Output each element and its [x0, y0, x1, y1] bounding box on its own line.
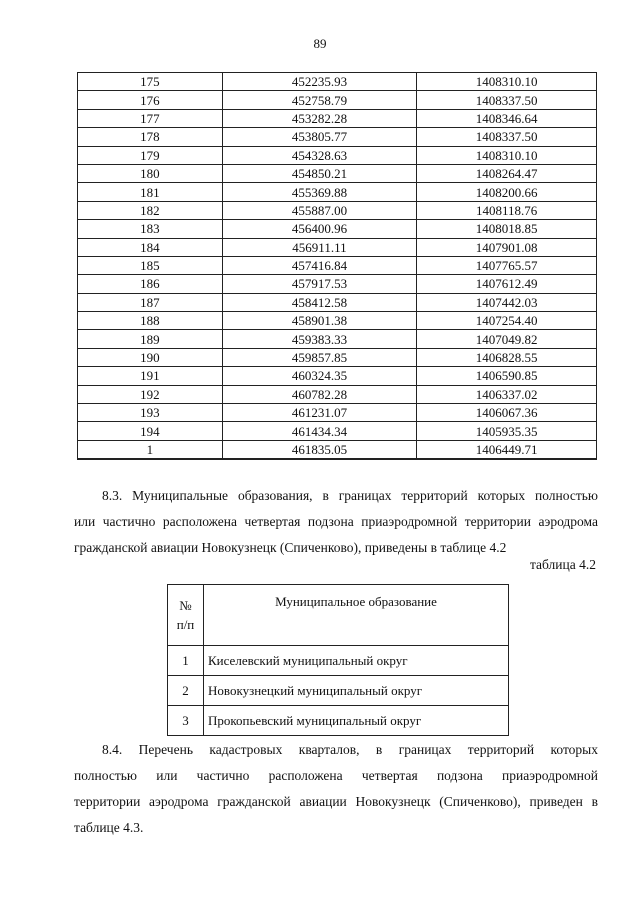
y-coordinate-cell: 1408018.85 — [417, 220, 597, 238]
x-coordinate-cell: 453805.77 — [222, 128, 417, 146]
x-coordinate-cell: 453282.28 — [222, 109, 417, 127]
table-row — [78, 330, 597, 348]
y-coordinate-cell: 1406590.85 — [417, 367, 597, 385]
point-number-cell: 185 — [78, 256, 223, 274]
section-8-4-line-2: полностью или частично расположена четвертая подзона приаэродромной — [74, 768, 598, 783]
x-coordinate-cell: 460324.35 — [222, 367, 417, 385]
y-coordinate-cell: 1408264.47 — [417, 164, 597, 182]
header-number-symbol: № — [179, 598, 192, 613]
y-coordinate-cell: 1406449.71 — [417, 440, 597, 459]
y-coordinate-cell: 1408200.66 — [417, 183, 597, 201]
x-coordinate-cell: 452235.93 — [222, 73, 417, 91]
table-row — [78, 128, 597, 146]
x-coordinate-cell: 454328.63 — [222, 146, 417, 164]
table-row — [78, 293, 597, 311]
point-number-cell: 175 — [78, 73, 223, 91]
x-coordinate-cell: 452758.79 — [222, 91, 417, 109]
table-row — [78, 183, 597, 201]
x-coordinate-cell: 461835.05 — [222, 440, 417, 459]
header-number — [168, 585, 204, 646]
table-row — [168, 706, 509, 736]
table-row — [78, 275, 597, 293]
x-coordinate-cell: 459857.85 — [222, 348, 417, 366]
section-8-3-paragraph — [74, 483, 598, 561]
header-municipality: Муниципальное образование — [204, 585, 509, 646]
municipalities-table — [167, 584, 509, 736]
table-row — [78, 238, 597, 256]
point-number-cell: 179 — [78, 146, 223, 164]
point-number-cell: 183 — [78, 220, 223, 238]
x-coordinate-cell: 458412.58 — [222, 293, 417, 311]
point-number-cell: 188 — [78, 312, 223, 330]
table-row — [78, 404, 597, 422]
x-coordinate-cell: 460782.28 — [222, 385, 417, 403]
y-coordinate-cell: 1408346.64 — [417, 109, 597, 127]
x-coordinate-cell: 457416.84 — [222, 256, 417, 274]
y-coordinate-cell: 1407254.40 — [417, 312, 597, 330]
table-row — [78, 220, 597, 238]
point-number-cell: 190 — [78, 348, 223, 366]
point-number-cell: 184 — [78, 238, 223, 256]
point-number-cell: 186 — [78, 275, 223, 293]
y-coordinate-cell: 1408310.10 — [417, 73, 597, 91]
row-municipality: Новокузнецкий муниципальный округ — [204, 676, 509, 706]
table-header-row — [168, 585, 509, 646]
table-row — [168, 646, 509, 676]
y-coordinate-cell: 1408310.10 — [417, 146, 597, 164]
coordinates-table — [77, 72, 597, 460]
x-coordinate-cell: 459383.33 — [222, 330, 417, 348]
y-coordinate-cell: 1407901.08 — [417, 238, 597, 256]
table-row — [78, 146, 597, 164]
section-8-4-paragraph — [74, 737, 598, 841]
point-number-cell: 1 — [78, 440, 223, 459]
table-row — [78, 385, 597, 403]
x-coordinate-cell: 456911.11 — [222, 238, 417, 256]
table-row — [78, 256, 597, 274]
section-8-3-line-3: гражданской авиации Новокузнецк (Спиченково), приведены в таблице 4.2 — [74, 540, 507, 555]
table-4-2-caption: таблица 4.2 — [529, 557, 596, 572]
table-row — [78, 440, 597, 459]
y-coordinate-cell: 1406828.55 — [417, 348, 597, 366]
section-8-4-line-3: территории аэродрома гражданской авиации Новокузнецк (Спиченково), приведен в — [74, 794, 598, 809]
table-row — [168, 676, 509, 706]
y-coordinate-cell: 1405935.35 — [417, 422, 597, 440]
point-number-cell: 187 — [78, 293, 223, 311]
table-row — [78, 367, 597, 385]
row-municipality: Прокопьевский муниципальный округ — [204, 706, 509, 736]
section-8-3-line-2: или частично расположена четвертая подзона приаэродромной территории аэродрома — [74, 514, 598, 529]
y-coordinate-cell: 1407442.03 — [417, 293, 597, 311]
row-municipality: Киселевский муниципальный округ — [204, 646, 509, 676]
y-coordinate-cell: 1407612.49 — [417, 275, 597, 293]
table-row — [78, 91, 597, 109]
section-8-4-line-4: таблице 4.3. — [74, 820, 144, 835]
y-coordinate-cell: 1408337.50 — [417, 128, 597, 146]
table-row — [78, 422, 597, 440]
row-number: 3 — [168, 706, 204, 736]
header-number-pp: п/п — [176, 617, 195, 632]
x-coordinate-cell: 456400.96 — [222, 220, 417, 238]
row-number: 2 — [168, 676, 204, 706]
table-row — [78, 201, 597, 219]
x-coordinate-cell: 454850.21 — [222, 164, 417, 182]
y-coordinate-cell: 1407765.57 — [417, 256, 597, 274]
x-coordinate-cell: 461434.34 — [222, 422, 417, 440]
y-coordinate-cell: 1406067.36 — [417, 404, 597, 422]
point-number-cell: 194 — [78, 422, 223, 440]
point-number-cell: 176 — [78, 91, 223, 109]
y-coordinate-cell: 1407049.82 — [417, 330, 597, 348]
point-number-cell: 178 — [78, 128, 223, 146]
point-number-cell: 180 — [78, 164, 223, 182]
section-8-3-line-1: 8.3. Муниципальные образования, в границах территорий которых полностью — [102, 488, 598, 503]
x-coordinate-cell: 455369.88 — [222, 183, 417, 201]
x-coordinate-cell: 457917.53 — [222, 275, 417, 293]
point-number-cell: 193 — [78, 404, 223, 422]
point-number-cell: 181 — [78, 183, 223, 201]
point-number-cell: 192 — [78, 385, 223, 403]
point-number-cell: 182 — [78, 201, 223, 219]
y-coordinate-cell: 1408118.76 — [417, 201, 597, 219]
section-8-4-line-1: 8.4. Перечень кадастровых кварталов, в границах территорий которых — [102, 742, 598, 757]
table-row — [78, 73, 597, 91]
point-number-cell: 189 — [78, 330, 223, 348]
point-number-cell: 177 — [78, 109, 223, 127]
table-row — [78, 109, 597, 127]
page-number: 89 — [313, 36, 327, 51]
x-coordinate-cell: 455887.00 — [222, 201, 417, 219]
x-coordinate-cell: 458901.38 — [222, 312, 417, 330]
y-coordinate-cell: 1406337.02 — [417, 385, 597, 403]
y-coordinate-cell: 1408337.50 — [417, 91, 597, 109]
x-coordinate-cell: 461231.07 — [222, 404, 417, 422]
table-row — [78, 348, 597, 366]
table-row — [78, 164, 597, 182]
row-number: 1 — [168, 646, 204, 676]
point-number-cell: 191 — [78, 367, 223, 385]
table-row — [78, 312, 597, 330]
